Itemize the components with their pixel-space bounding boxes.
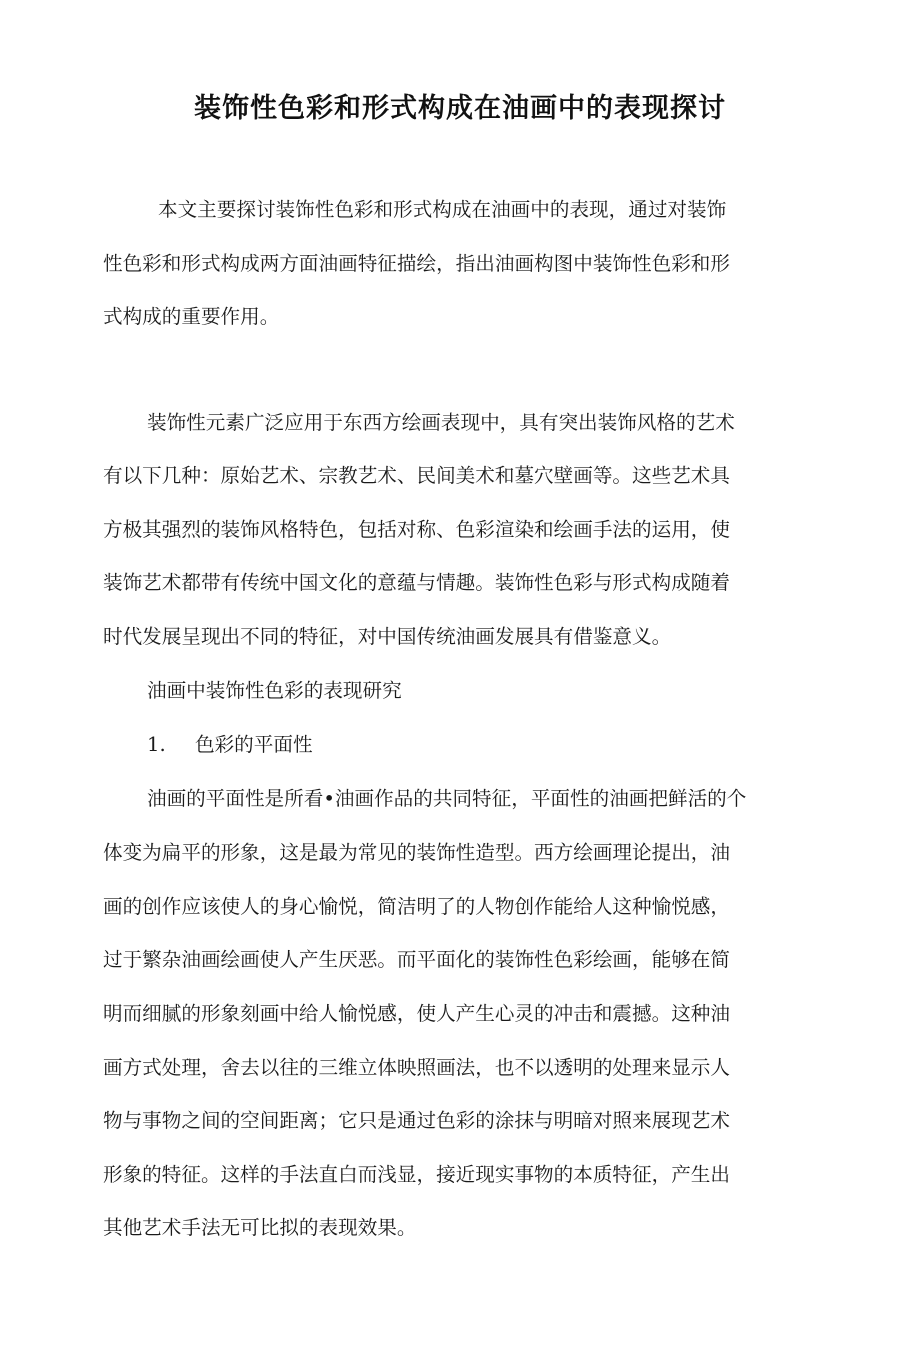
intro-line: 时代发展呈现出不同的特征，对中国传统油画发展具有借鉴意义。 [103, 625, 672, 648]
body-line: 画方式处理，舍去以往的三维立体映照画法，也不以透明的处理来显示人 [103, 1056, 730, 1079]
abstract-line: 式构成的重要作用。 [103, 305, 280, 328]
body-line: 油画的平面性是所看•油画作品的共同特征，平面性的油画把鲜活的个 [147, 787, 747, 810]
document-title: 装饰性色彩和形式构成在油画中的表现探讨 [194, 93, 726, 124]
abstract-line: 性色彩和形式构成两方面油画特征描绘，指出油画构图中装饰性色彩和形 [103, 252, 730, 275]
intro-line: 装饰性元素广泛应用于东西方绘画表现中，具有突出装饰风格的艺术 [147, 411, 735, 434]
subsection-label: 色彩的平面性 [195, 733, 313, 756]
intro-line: 装饰艺术都带有传统中国文化的意蕴与情趣。装饰性色彩与形式构成随着 [103, 571, 730, 594]
body-line: 体变为扁平的形象，这是最为常见的装饰性造型。西方绘画理论提出，油 [103, 841, 730, 864]
body-line: 物与事物之间的空间距离；它只是通过色彩的涂抹与明暗对照来展现艺术 [103, 1109, 730, 1132]
section-heading: 油画中装饰性色彩的表现研究 [147, 679, 402, 702]
body-line: 其他艺术手法无可比拟的表现效果。 [103, 1216, 417, 1239]
body-line: 过于繁杂油画绘画使人产生厌恶。而平面化的装饰性色彩绘画，能够在简 [103, 948, 730, 971]
subsection-number: 1. [147, 733, 166, 756]
body-line: 画的创作应该使人的身心愉悦，简洁明了的人物创作能给人这种愉悦感， [103, 895, 730, 918]
subsection-heading [147, 731, 313, 759]
body-line: 明而细腻的形象刻画中给人愉悦感，使人产生心灵的冲击和震撼。这种油 [103, 1002, 730, 1025]
abstract-line: 本文主要探讨装饰性色彩和形式构成在油画中的表现，通过对装饰 [158, 198, 727, 221]
intro-line: 有以下几种：原始艺术、宗教艺术、民间美术和墓穴壁画等。这些艺术具 [103, 464, 730, 487]
intro-line: 方极其强烈的装饰风格特色，包括对称、色彩渲染和绘画手法的运用，使 [103, 518, 730, 541]
body-line: 形象的特征。这样的手法直白而浅显，接近现实事物的本质特征，产生出 [103, 1163, 730, 1186]
